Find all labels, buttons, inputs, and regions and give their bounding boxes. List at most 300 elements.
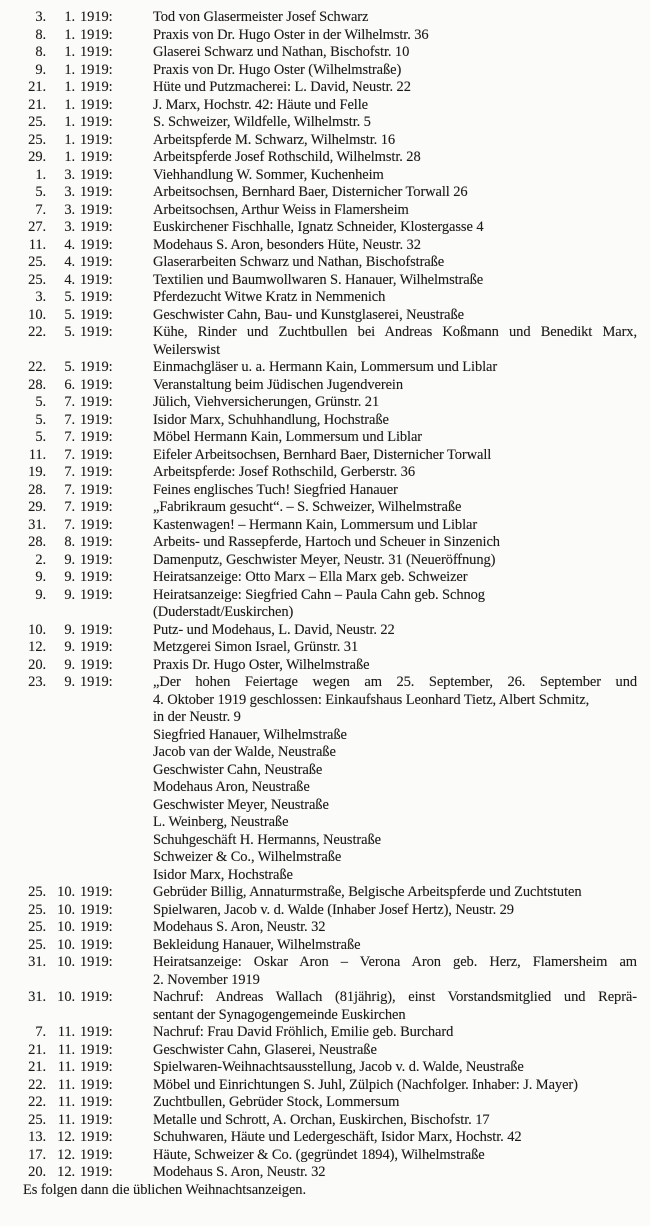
list-item [20,132,637,150]
entry-line: Glaserarbeiten Schwarz und Nathan, Bischofstraße [153,254,445,270]
entry-text [153,674,637,884]
entry-year: 1919: [80,131,113,148]
entry-day: 5. [35,429,46,445]
list-item [20,377,637,395]
entries-list [20,9,637,1182]
entry-line: Metalle und Schrott, A. Orchan, Euskirchen, Bischofstr. 17 [153,1111,490,1128]
entry-day: 28. [28,376,46,393]
entry-year: 1919: [80,936,113,953]
entry-text [153,132,637,150]
entry-text [153,937,637,955]
list-item [20,552,637,570]
entry-day: 9. [35,569,46,585]
entry-line: Schweizer & Co., Wilhelmstraße [153,849,342,865]
entry-year: 1919: [80,446,113,463]
entry-text [153,237,637,255]
entry-day: 11. [28,446,46,463]
entry-text [153,79,637,97]
entry-month: 1. [64,114,75,130]
entry-line: Praxis von Dr. Hugo Oster in der Wilhelmstr. 36 [153,26,429,43]
entry-month: 9. [64,674,75,690]
entry-month: 3. [64,166,75,183]
entry-text [153,1129,637,1147]
entry-line: Heiratsanzeige: Otto Marx – Ella Marx geb. Schweizer [153,569,468,585]
list-item [20,1042,637,1060]
entry-text [153,902,637,920]
entry-month: 4. [64,271,75,288]
entry-year: 1919: [80,236,113,253]
entry-text [153,377,637,395]
entry-year: 1919: [80,534,113,550]
entry-day: 27. [28,219,46,235]
list-item [20,517,637,535]
entry-line: Modehaus Aron, Neustraße [153,779,310,795]
entry-year: 1919: [80,306,113,323]
list-item [20,569,637,587]
entry-year: 1919: [80,96,113,113]
entry-year: 1919: [80,919,113,935]
list-item [20,219,637,237]
entry-line: Zuchtbullen, Gebrüder Stock, Lommersum [153,1094,400,1110]
entry-year: 1919: [80,464,113,480]
list-item [20,1164,637,1182]
entry-year: 1919: [80,289,113,305]
entry-year: 1919: [80,411,113,428]
entry-text [153,412,637,430]
entry-year: 1919: [80,79,113,95]
entry-text [153,569,637,587]
entry-line: Euskirchener Fischhalle, Ignatz Schneider, Klostergasse 4 [153,219,484,235]
entry-day: 21. [28,96,46,113]
entry-month: 5. [64,359,75,375]
entry-day: 29. [28,499,46,515]
entry-year: 1919: [80,429,113,445]
entry-day: 25. [28,1111,46,1128]
entry-year: 1919: [80,989,113,1005]
entry-month: 12. [57,1129,75,1145]
entry-text [153,447,637,465]
entry-day: 25. [28,131,46,148]
entry-month: 3. [64,184,75,200]
list-item [20,482,637,500]
entry-month: 4. [64,254,75,270]
entry-month: 11. [57,1111,75,1128]
list-item [20,1129,637,1147]
entry-month: 9. [64,639,75,655]
entry-month: 9. [64,551,75,568]
entry-line: Schuhwaren, Häute und Ledergeschäft, Isidor Marx, Hochstr. 42 [153,1129,522,1145]
entry-year: 1919: [80,1094,113,1110]
list-item [20,499,637,517]
entry-year: 1919: [80,324,113,340]
entry-text [153,97,637,115]
entry-line: Isidor Marx, Hochstraße [153,866,293,883]
list-item [20,447,637,465]
entry-year: 1919: [80,254,113,270]
entry-year: 1919: [80,1024,113,1040]
entry-month: 11. [57,1076,75,1093]
entry-year: 1919: [80,1111,113,1128]
entry-month: 1. [64,44,75,60]
entry-line: Geschwister Cahn, Bau- und Kunstglaserei, Neustraße [153,306,464,323]
entry-line: Arbeitspferde M. Schwarz, Wilhelmstr. 16 [153,131,395,148]
entry-day: 9. [35,586,46,603]
entry-day: 10. [28,306,46,323]
list-item [20,464,637,482]
entry-month: 1. [64,26,75,43]
list-item [20,429,637,447]
entry-text [153,62,637,80]
entry-month: 1. [64,79,75,95]
entry-day: 28. [28,481,46,498]
list-item [20,989,637,1024]
entry-day: 25. [28,271,46,288]
entry-day: 25. [28,254,46,270]
entry-line: Praxis von Dr. Hugo Oster (Wilhelmstraße) [153,61,402,78]
entry-line: Metzgerei Simon Israel, Grünstr. 31 [153,639,359,655]
entry-day: 25. [28,884,46,900]
entry-month: 10. [57,936,75,953]
entry-day: 21. [28,79,46,95]
entry-line: Gebrüder Billig, Annaturmstraße, Belgische Arbeitspferde und Zuchtstuten [153,884,582,900]
entry-year: 1919: [80,394,113,410]
entry-line: Damenputz, Geschwister Meyer, Neustr. 31 (Neueröffnung) [153,551,496,568]
list-item [20,254,637,272]
entry-year: 1919: [80,359,113,375]
entry-line: Spielwaren-Weihnachtsausstellung, Jacob v. d. Walde, Neustraße [153,1059,524,1075]
entry-day: 22. [28,1094,46,1110]
entry-text [153,394,637,412]
entry-month: 8. [64,534,75,550]
entry-text [153,114,637,132]
entry-line: Putz- und Modehaus, L. David, Neustr. 22 [153,621,395,638]
list-item [20,97,637,115]
entry-line: Arbeitsochsen, Bernhard Baer, Disternicher Torwall 26 [153,184,468,200]
entry-line: Nachruf: Frau David Fröhlich, Emilie geb. Burchard [153,1024,454,1040]
entry-day: 12. [28,639,46,655]
entry-line: Arbeitspferde Josef Rothschild, Wilhelmstr. 28 [153,149,421,165]
entry-text [153,1077,637,1095]
entry-line: Tod von Glasermeister Josef Schwarz [153,9,369,25]
list-item [20,639,637,657]
entry-year: 1919: [80,621,113,638]
entry-month: 10. [57,884,75,900]
entry-line: Heiratsanzeige: Oskar Aron – Verona Aron geb. Herz, Flamersheim am [153,954,637,970]
entry-text [153,534,637,552]
entry-line: 2. November 1919 [153,971,260,988]
entry-year: 1919: [80,184,113,200]
list-item [20,27,637,45]
entry-text [153,1094,637,1112]
list-item [20,324,637,359]
list-item [20,902,637,920]
entry-day: 1. [35,166,46,183]
entry-month: 7. [64,464,75,480]
entry-day: 11. [28,236,46,253]
entry-year: 1919: [80,271,113,288]
list-item [20,272,637,290]
entry-text [153,989,637,1024]
entry-text [153,429,637,447]
entry-month: 11. [57,1024,75,1040]
entry-line: Praxis Dr. Hugo Oster, Wilhelmstraße [153,656,370,673]
entry-month: 5. [64,306,75,323]
entry-text [153,657,637,675]
entry-day: 21. [28,1059,46,1075]
entry-line: Arbeits- und Rassepferde, Hartoch und Scheuer in Sinzenich [153,534,500,550]
entry-day: 25. [28,919,46,935]
entry-text [153,254,637,272]
entry-line: 4. Oktober 1919 geschlossen: Einkaufshaus Leonhard Tietz, Albert Schmitz, [153,691,590,708]
entry-line: Schuhgeschäft H. Hermanns, Neustraße [153,831,381,848]
entry-day: 29. [28,149,46,165]
list-item [20,1112,637,1130]
entry-text [153,219,637,237]
entry-text [153,9,637,27]
entry-text [153,359,637,377]
entry-line: Siegfried Hanauer, Wilhelmstraße [153,726,347,743]
entry-month: 5. [64,289,75,305]
entry-year: 1919: [80,639,113,655]
entry-line: Jülich, Viehversicherungen, Grünstr. 21 [153,394,380,410]
entry-line: (Duderstadt/Euskirchen) [153,604,294,620]
entry-line: Modehaus S. Aron, besonders Hüte, Neustr. 32 [153,236,421,253]
entry-month: 9. [64,569,75,585]
list-item [20,359,637,377]
entry-line: Möbel und Einrichtungen S. Juhl, Zülpich (Nachfolger. Inhaber: J. Mayer) [153,1076,578,1093]
entry-line: Hüte und Putzmacherei: L. David, Neustr. 22 [153,79,411,95]
entry-year: 1919: [80,149,113,165]
entry-text [153,1042,637,1060]
entry-year: 1919: [80,166,113,183]
entry-year: 1919: [80,1059,113,1075]
entry-day: 8. [35,44,46,60]
list-item [20,1094,637,1112]
entry-month: 3. [64,201,75,218]
entry-month: 3. [64,219,75,235]
entry-day: 7. [35,1024,46,1040]
entry-year: 1919: [80,9,113,25]
entry-text [153,167,637,185]
entry-line: Glaserei Schwarz und Nathan, Bischofstr. 10 [153,44,410,60]
entry-month: 9. [64,656,75,673]
entry-year: 1919: [80,26,113,43]
entry-month: 9. [64,586,75,603]
entry-day: 3. [35,289,46,305]
entry-line: Weilerswist [153,341,220,358]
entry-day: 20. [28,1164,46,1180]
entry-year: 1919: [80,551,113,568]
entry-month: 11. [57,1041,75,1058]
entry-day: 28. [28,534,46,550]
entry-day: 5. [35,394,46,410]
list-item [20,237,637,255]
entry-year: 1919: [80,1164,113,1180]
entry-line: L. Weinberg, Neustraße [153,814,289,830]
entry-year: 1919: [80,44,113,60]
entry-text [153,27,637,45]
entry-day: 8. [35,26,46,43]
entry-day: 19. [28,464,46,480]
entry-text [153,1147,637,1165]
list-item [20,1077,637,1095]
entry-line: Feines englisches Tuch! Siegfried Hanauer [153,481,398,498]
entry-month: 1. [64,9,75,25]
entry-text [153,482,637,500]
entry-month: 10. [57,954,75,970]
list-item [20,202,637,220]
entry-year: 1919: [80,954,113,970]
list-item [20,412,637,430]
entry-day: 31. [28,989,46,1005]
list-item [20,394,637,412]
list-item [20,587,637,622]
entry-month: 12. [57,1146,75,1163]
list-item [20,149,637,167]
entry-line: Geschwister Meyer, Neustraße [153,796,329,813]
entry-month: 7. [64,481,75,498]
entry-text [153,552,637,570]
entry-day: 31. [28,954,46,970]
entry-line: Arbeitspferde: Josef Rothschild, Gerberstr. 36 [153,464,415,480]
entry-month: 7. [64,429,75,445]
list-item [20,114,637,132]
list-item [20,1059,637,1077]
closing-note: Es folgen dann die üblichen Weihnachtsanzeigen. [23,1181,306,1198]
entry-month: 6. [64,376,75,393]
entry-text [153,1059,637,1077]
list-item [20,919,637,937]
entry-line: Textilien und Baumwollwaren S. Hanauer, Wilhelmstraße [153,271,484,288]
entry-line: Modehaus S. Aron, Neustr. 32 [153,919,326,935]
entry-year: 1919: [80,499,113,515]
entry-text [153,324,637,359]
entry-year: 1919: [80,586,113,603]
entry-year: 1919: [80,1041,113,1058]
entry-year: 1919: [80,376,113,393]
entry-year: 1919: [80,901,113,918]
list-item [20,1024,637,1042]
entry-text [153,149,637,167]
entry-text [153,44,637,62]
entry-month: 10. [57,989,75,1005]
entry-year: 1919: [80,656,113,673]
list-item [20,62,637,80]
entry-day: 10. [28,621,46,638]
entry-month: 11. [57,1059,75,1075]
entry-day: 7. [35,201,46,218]
entry-month: 1. [64,149,75,165]
list-item [20,9,637,27]
entry-day: 5. [35,184,46,200]
entry-line: Geschwister Cahn, Neustraße [153,761,323,778]
list-item [20,184,637,202]
list-item [20,674,637,884]
entry-text [153,1024,637,1042]
entry-day: 22. [28,324,46,340]
entry-line: Bekleidung Hanauer, Wilhelmstraße [153,936,361,953]
entry-line: in der Neustr. 9 [153,709,241,725]
entry-year: 1919: [80,219,113,235]
list-item [20,622,637,640]
entry-line: Heiratsanzeige: Siegfried Cahn – Paula Cahn geb. Schnog [153,586,485,603]
entry-line: Kühe, Rinder und Zuchtbullen bei Andreas Koßmann und Benedikt Marx, [153,324,637,340]
entry-month: 7. [64,411,75,428]
entry-year: 1919: [80,481,113,498]
entry-text [153,289,637,307]
entry-month: 10. [57,919,75,935]
entry-day: 31. [28,516,46,533]
entry-text [153,884,637,902]
entry-month: 9. [64,621,75,638]
list-item [20,44,637,62]
entry-day: 5. [35,411,46,428]
list-item [20,79,637,97]
entry-line: Geschwister Cahn, Glaserei, Neustraße [153,1041,377,1058]
entry-day: 23. [28,674,46,690]
entry-day: 13. [28,1129,46,1145]
list-item [20,167,637,185]
entry-month: 1. [64,96,75,113]
entry-month: 5. [64,324,75,340]
entry-day: 3. [35,9,46,25]
entry-text [153,464,637,482]
entry-text [153,272,637,290]
entry-line: Isidor Marx, Schuhhandlung, Hochstraße [153,411,389,428]
entry-line: J. Marx, Hochstr. 42: Häute und Felle [153,96,368,113]
entry-day: 9. [35,61,46,78]
entry-month: 7. [64,516,75,533]
entry-line: Modehaus S. Aron, Neustr. 32 [153,1164,326,1180]
list-item [20,884,637,902]
list-item [20,307,637,325]
entry-month: 11. [57,1094,75,1110]
entry-text [153,1112,637,1130]
entry-line: Eifeler Arbeitsochsen, Bernhard Baer, Disternicher Torwall [153,446,492,463]
entry-line: Pferdezucht Witwe Kratz in Nemmenich [153,289,386,305]
entry-line: Veranstaltung beim Jüdischen Jugendverein [153,376,403,393]
entry-line: „Fabrikraum gesucht“. – S. Schweizer, Wilhelmstraße [153,499,462,515]
entry-month: 7. [64,394,75,410]
entry-text [153,184,637,202]
entry-text [153,919,637,937]
entry-month: 12. [57,1164,75,1180]
entry-line: Jacob van der Walde, Neustraße [153,744,336,760]
entry-line: Kastenwagen! – Hermann Kain, Lommersum und Liblar [153,516,478,533]
entry-day: 22. [28,359,46,375]
entry-text [153,587,637,622]
entry-line: S. Schweizer, Wildfelle, Wilhelmstr. 5 [153,114,371,130]
entry-text [153,639,637,657]
list-item [20,937,637,955]
entry-year: 1919: [80,201,113,218]
entry-year: 1919: [80,61,113,78]
entry-month: 1. [64,61,75,78]
entry-line: Viehhandlung W. Sommer, Kuchenheim [153,166,384,183]
entry-day: 21. [28,1041,46,1058]
entry-text [153,499,637,517]
entry-day: 20. [28,656,46,673]
entry-year: 1919: [80,1146,113,1163]
list-item [20,534,637,552]
entry-day: 25. [28,936,46,953]
entry-line: Häute, Schweizer & Co. (gegründet 1894), Wilhelmstraße [153,1146,485,1163]
entry-line: sentant der Synagogengemeinde Euskirchen [153,1006,406,1023]
entry-line: Einmachgläser u. a. Hermann Kain, Lommersum und Liblar [153,359,498,375]
entry-day: 25. [28,901,46,918]
entry-day: 17. [28,1146,46,1163]
entry-text [153,622,637,640]
